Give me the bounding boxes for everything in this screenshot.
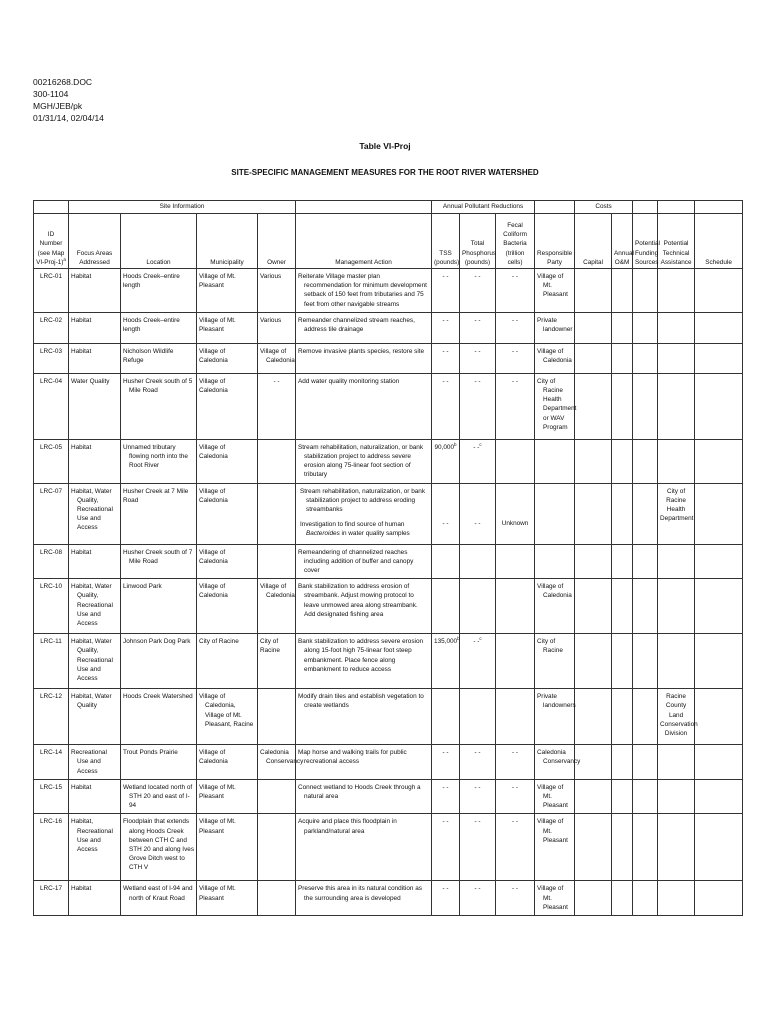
cell-technical-assistance: [658, 439, 695, 483]
cell-owner: Various: [258, 269, 296, 313]
cell-fecal-coliform: - -: [496, 881, 535, 916]
cell-annual-om: [612, 814, 633, 881]
cell-responsible-party: [535, 439, 575, 483]
cell-annual-om: [612, 745, 633, 780]
cell-municipality: Village of Caledonia: [197, 439, 258, 483]
cell-schedule: [695, 544, 743, 579]
cell-annual-om: [612, 343, 633, 373]
cell-funding-sources: [633, 745, 658, 780]
cell-owner: Various: [258, 312, 296, 343]
doc-number: 300-1104: [33, 89, 69, 99]
cell-annual-om: [612, 483, 633, 544]
cell-annual-om: [612, 439, 633, 483]
cell-schedule: [695, 579, 743, 634]
cell-action: Bank stabilization to address erosion of streambank. Adjust mowing protocol to leave unmowed area along streambank. Add designated fishing area: [296, 579, 432, 634]
cell-location: Unnamed tributary flowing north into the Root River: [121, 439, 197, 483]
cell-fecal-coliform: - -: [496, 779, 535, 814]
cell-capital: [575, 343, 612, 373]
management-measures-table: [33, 200, 743, 916]
cell-responsible-party: [535, 544, 575, 579]
cell-technical-assistance: [658, 779, 695, 814]
cell-technical-assistance: [658, 373, 695, 439]
cell-technical-assistance: [658, 269, 695, 313]
cell-technical-assistance: [658, 579, 695, 634]
cell-action: Acquire and place this floodplain in parkland/natural area: [296, 814, 432, 881]
header-focus-areas: Focus Areas Addressed: [69, 214, 121, 269]
cell-capital: [575, 634, 612, 689]
cell-capital: [575, 439, 612, 483]
header-municipality: Municipality: [197, 214, 258, 269]
cell-municipality: Village of Caledonia: [197, 483, 258, 544]
cell-funding-sources: [633, 579, 658, 634]
table-row: [34, 343, 743, 373]
cell-municipality: Village of Mt. Pleasant: [197, 814, 258, 881]
cell-location: Husher Creek south of 5 Mile Road: [121, 373, 197, 439]
cell-owner: [258, 814, 296, 881]
cell-action: Preserve this area in its natural condition as the surrounding area is developed: [296, 881, 432, 916]
cell-tss: 135,000$^b$: [432, 634, 460, 689]
cell-annual-om: [612, 373, 633, 439]
cell-schedule: [695, 881, 743, 916]
cell-action: Bank stabilization to address severe erosion along 15-foot high 75-linear foot steep embankment. Place fence along embankment to reduce access: [296, 634, 432, 689]
cell-responsible-party: Village of Mt. Pleasant: [535, 881, 575, 916]
cell-id: LRC-04: [34, 373, 69, 439]
cell-location: Wetland located north of STH 20 and east of I-94: [121, 779, 197, 814]
cell-responsible-party: Village of Mt. Pleasant: [535, 814, 575, 881]
cell-schedule: [695, 373, 743, 439]
header-blank: [296, 201, 432, 214]
cell-owner: City of Racine: [258, 634, 296, 689]
cell-capital: [575, 814, 612, 881]
header-blank: [535, 201, 575, 214]
cell-schedule: [695, 779, 743, 814]
cell-schedule: [695, 483, 743, 544]
table-row: [34, 634, 743, 689]
header-total-phosphorus: Total Phosphorus (pounds): [460, 214, 496, 269]
cell-responsible-party: Village of Mt. Pleasant: [535, 779, 575, 814]
cell-phosphorus: [460, 579, 496, 634]
cell-action: Reiterate Village master plan recommendation for minimum development setback of 150 feet from tributaries and 75 feet from other navigable streams: [296, 269, 432, 313]
cell-focus: Habitat: [69, 779, 121, 814]
cell-annual-om: [612, 779, 633, 814]
cell-owner: [258, 483, 296, 544]
cell-tss: - -: [432, 779, 460, 814]
cell-technical-assistance: [658, 634, 695, 689]
cell-tss: [432, 544, 460, 579]
cell-tss: - -: [432, 343, 460, 373]
cell-id: LRC-14: [34, 745, 69, 780]
action-stabilization: Stream rehabilitation, naturalization, or bank stabilization project to address eroding streambanks: [300, 487, 426, 514]
cell-location: Linwood Park: [121, 579, 197, 634]
cell-fecal-coliform: - -: [496, 373, 535, 439]
table-title: Table VI-Proj: [359, 141, 411, 151]
cell-id: LRC-10: [34, 579, 69, 634]
cell-tss: [432, 689, 460, 745]
cell-tss: - -: [432, 814, 460, 881]
cell-tss: - -: [432, 881, 460, 916]
cell-phosphorus: - -: [460, 343, 496, 373]
cell-phosphorus: [460, 544, 496, 579]
cell-location: Husher Creek south of 7 Mile Road: [121, 544, 197, 579]
cell-focus: Habitat, Water Quality, Recreational Use and Access: [69, 483, 121, 544]
cell-municipality: Village of Caledonia, Village of Mt. Pleasant, Racine: [197, 689, 258, 745]
cell-action: Remove invasive plants species, restore site: [296, 343, 432, 373]
header-blank: [34, 201, 69, 214]
table-row: [34, 745, 743, 780]
cell-technical-assistance: [658, 544, 695, 579]
cell-municipality: Village of Caledonia: [197, 544, 258, 579]
cell-focus: Habitat: [69, 881, 121, 916]
cell-capital: [575, 779, 612, 814]
cell-id: LRC-03: [34, 343, 69, 373]
cell-phosphorus: - -: [460, 814, 496, 881]
cell-tss: - -: [432, 745, 460, 780]
cell-funding-sources: [633, 269, 658, 313]
cell-municipality: City of Racine: [197, 634, 258, 689]
cell-phosphorus: [460, 689, 496, 745]
cell-owner: [258, 439, 296, 483]
cell-responsible-party: City of Racine: [535, 634, 575, 689]
cell-focus: Habitat, Recreational Use and Access: [69, 814, 121, 881]
cell-annual-om: [612, 579, 633, 634]
table-row: [34, 779, 743, 814]
cell-schedule: [695, 634, 743, 689]
table-body: [34, 269, 743, 916]
cell-responsible-party: Village of Caledonia: [535, 343, 575, 373]
cell-funding-sources: [633, 373, 658, 439]
cell-technical-assistance: [658, 312, 695, 343]
cell-fecal-coliform: [496, 634, 535, 689]
cell-funding-sources: [633, 544, 658, 579]
cell-capital: [575, 544, 612, 579]
header-schedule: Schedule: [695, 214, 743, 269]
cell-funding-sources: [633, 343, 658, 373]
header-technical-assistance: Potential Technical Assistance: [658, 214, 695, 269]
header-capital: Capital: [575, 214, 612, 269]
cell-tss: 90,000$^b$: [432, 439, 460, 483]
cell-tss: - -: [432, 373, 460, 439]
cell-capital: [575, 579, 612, 634]
cell-action: Remeandering of channelized reaches including addition of buffer and canopy cover: [296, 544, 432, 579]
cell-technical-assistance: [658, 343, 695, 373]
cell-funding-sources: [633, 689, 658, 745]
cell-funding-sources: [633, 814, 658, 881]
cell-id: LRC-12: [34, 689, 69, 745]
cell-fecal-coliform: - -: [496, 312, 535, 343]
cell-responsible-party: Village of Mt. Pleasant: [535, 269, 575, 313]
cell-capital: [575, 881, 612, 916]
cell-focus: Water Quality: [69, 373, 121, 439]
table-row: [34, 579, 743, 634]
cell-tss: - -: [432, 312, 460, 343]
cell-tss: [432, 579, 460, 634]
cell-focus: Habitat, Water Quality: [69, 689, 121, 745]
cell-responsible-party: Private landowner: [535, 312, 575, 343]
cell-municipality: Village of Caledonia: [197, 373, 258, 439]
cell-technical-assistance: [658, 745, 695, 780]
doc-dates: 01/31/14, 02/04/14: [33, 113, 104, 123]
header-fecal-coliform: Fecal Coliform Bacteria (trillion cells): [496, 214, 535, 269]
cell-municipality: Village of Caledonia: [197, 745, 258, 780]
cell-tss: - -: [432, 269, 460, 313]
cell-owner: Caledonia Conservancy: [258, 745, 296, 780]
header-id-number: ID Number (see Map VI-Proj-1)$^a$: [34, 214, 69, 269]
cell-schedule: [695, 689, 743, 745]
cell-id: LRC-01: [34, 269, 69, 313]
cell-capital: [575, 373, 612, 439]
cell-location: Johnson Park Dog Park: [121, 634, 197, 689]
cell-phosphorus: - -$^c$: [460, 634, 496, 689]
header-owner: Owner: [258, 214, 296, 269]
header-annual-om: Annual O&M: [612, 214, 633, 269]
cell-id: LRC-08: [34, 544, 69, 579]
cell-technical-assistance: Racine County Land Conservation Division: [658, 689, 695, 745]
cell-owner: [258, 689, 296, 745]
doc-initials: MGH/JEB/pk: [33, 101, 83, 111]
cell-action: Connect wetland to Hoods Creek through a natural area: [296, 779, 432, 814]
cell-capital: [575, 269, 612, 313]
header-site-information: Site Information: [69, 201, 296, 214]
cell-owner: - -: [258, 373, 296, 439]
cell-responsible-party: Village of Caledonia: [535, 579, 575, 634]
cell-responsible-party: Caledonia Conservancy: [535, 745, 575, 780]
cell-municipality: Village of Mt. Pleasant: [197, 881, 258, 916]
cell-location: Trout Ponds Prairie: [121, 745, 197, 780]
table-row: [34, 483, 743, 544]
cell-owner: Village of Caledonia: [258, 343, 296, 373]
header-management-action: Management Action: [296, 214, 432, 269]
cell-technical-assistance: [658, 814, 695, 881]
header-blank: [633, 201, 658, 214]
table-row: [34, 439, 743, 483]
cell-phosphorus: - -: [460, 745, 496, 780]
cell-schedule: [695, 814, 743, 881]
cell-capital: [575, 483, 612, 544]
header-funding-sources: Potential Funding Sources: [633, 214, 658, 269]
table-row: [34, 689, 743, 745]
cell-fecal-coliform: [496, 579, 535, 634]
cell-technical-assistance: City of Racine Health Department: [658, 483, 695, 544]
header-location: Location: [121, 214, 197, 269]
cell-owner: [258, 544, 296, 579]
cell-focus: Habitat: [69, 269, 121, 313]
header-blank: [658, 201, 695, 214]
table-subtitle: SITE-SPECIFIC MANAGEMENT MEASURES FOR THE ROOT RIVER WATERSHED: [231, 168, 539, 177]
cell-owner: Village of Caledonia: [258, 579, 296, 634]
cell-fecal-coliform: - -: [496, 343, 535, 373]
cell-action: Add water quality monitoring station: [296, 373, 432, 439]
cell-annual-om: [612, 689, 633, 745]
cell-phosphorus: - -: [460, 881, 496, 916]
cell-action: [296, 483, 432, 544]
cell-fecal-coliform: - -: [496, 745, 535, 780]
cell-focus: Habitat: [69, 343, 121, 373]
cell-owner: [258, 779, 296, 814]
doc-filename: 00216268.DOC: [33, 77, 93, 87]
cell-fecal-coliform: [496, 544, 535, 579]
table-row: [34, 312, 743, 343]
table-header: [34, 201, 743, 269]
cell-action: Modify drain tiles and establish vegetation to create wetlands: [296, 689, 432, 745]
cell-fecal-coliform: [496, 439, 535, 483]
cell-municipality: Village of Caledonia: [197, 343, 258, 373]
cell-location: Husher Creek at 7 Mile Road: [121, 483, 197, 544]
cell-fecal-coliform: Unknown: [496, 483, 535, 544]
cell-fecal-coliform: - -: [496, 814, 535, 881]
cell-schedule: [695, 269, 743, 313]
cell-location: Wetland east of I-94 and north of Kraut Road: [121, 881, 197, 916]
cell-action: Remeander channelized stream reaches, address tile drainage: [296, 312, 432, 343]
cell-funding-sources: [633, 312, 658, 343]
cell-id: LRC-15: [34, 779, 69, 814]
cell-id: LRC-05: [34, 439, 69, 483]
cell-focus: Habitat: [69, 544, 121, 579]
cell-funding-sources: [633, 881, 658, 916]
cell-focus: Habitat, Water Quality, Recreational Use and Access: [69, 579, 121, 634]
cell-id: LRC-16: [34, 814, 69, 881]
cell-annual-om: [612, 544, 633, 579]
cell-action: Map horse and walking trails for public recreational access: [296, 745, 432, 780]
cell-focus: Habitat, Water Quality, Recreational Use and Access: [69, 634, 121, 689]
header-tss: TSS (pounds): [432, 214, 460, 269]
table-row: [34, 814, 743, 881]
cell-annual-om: [612, 312, 633, 343]
cell-funding-sources: [633, 439, 658, 483]
cell-tss: - -: [432, 483, 460, 544]
cell-responsible-party: Private landowners: [535, 689, 575, 745]
table-row: [34, 373, 743, 439]
cell-capital: [575, 312, 612, 343]
cell-fecal-coliform: [496, 689, 535, 745]
table-row: [34, 269, 743, 313]
cell-municipality: Village of Mt. Pleasant: [197, 312, 258, 343]
cell-schedule: [695, 343, 743, 373]
cell-focus: Recreational Use and Access: [69, 745, 121, 780]
cell-capital: [575, 689, 612, 745]
cell-location: Hoods Creek Watershed: [121, 689, 197, 745]
cell-phosphorus: - -: [460, 269, 496, 313]
cell-phosphorus: - -: [460, 373, 496, 439]
cell-funding-sources: [633, 634, 658, 689]
cell-id: LRC-17: [34, 881, 69, 916]
cell-phosphorus: - -: [460, 779, 496, 814]
cell-phosphorus: - -: [460, 312, 496, 343]
header-costs: Costs: [575, 201, 633, 214]
cell-schedule: [695, 745, 743, 780]
cell-location: Hoods Creek–entire length: [121, 312, 197, 343]
cell-municipality: Village of Caledonia: [197, 579, 258, 634]
cell-phosphorus: - -$^c$: [460, 439, 496, 483]
table-row: [34, 544, 743, 579]
header-blank: [695, 201, 743, 214]
document-header: [33, 76, 104, 124]
action-investigation: Investigation to find source of human Bacteroides in water quality samples: [300, 521, 410, 538]
header-responsible-party: Responsible Party: [535, 214, 575, 269]
cell-location: Nicholson Wildlife Refuge: [121, 343, 197, 373]
cell-responsible-party: City of Racine Health Department or WAV Program: [535, 373, 575, 439]
cell-technical-assistance: [658, 881, 695, 916]
cell-annual-om: [612, 881, 633, 916]
header-annual-reductions: Annual Pollutant Reductions: [432, 201, 535, 214]
cell-action: Stream rehabilitation, naturalization, or bank stabilization project to address severe erosion along 75-linear foot section of tributary: [296, 439, 432, 483]
cell-funding-sources: [633, 779, 658, 814]
cell-schedule: [695, 312, 743, 343]
cell-location: Hoods Creek–entire length: [121, 269, 197, 313]
cell-fecal-coliform: - -: [496, 269, 535, 313]
cell-id: LRC-02: [34, 312, 69, 343]
cell-focus: Habitat: [69, 439, 121, 483]
cell-municipality: Village of Mt. Pleasant: [197, 779, 258, 814]
cell-annual-om: [612, 269, 633, 313]
cell-phosphorus: - -: [460, 483, 496, 544]
cell-funding-sources: [633, 483, 658, 544]
cell-id: LRC-11: [34, 634, 69, 689]
cell-focus: Habitat: [69, 312, 121, 343]
table-row: [34, 881, 743, 916]
cell-municipality: Village of Mt. Pleasant: [197, 269, 258, 313]
cell-annual-om: [612, 634, 633, 689]
cell-schedule: [695, 439, 743, 483]
cell-responsible-party: [535, 483, 575, 544]
cell-id: LRC-07: [34, 483, 69, 544]
cell-owner: [258, 881, 296, 916]
cell-location: Floodplain that extends along Hoods Creek between CTH C and STH 20 and along Ives Grove Ditch west to CTH V: [121, 814, 197, 881]
